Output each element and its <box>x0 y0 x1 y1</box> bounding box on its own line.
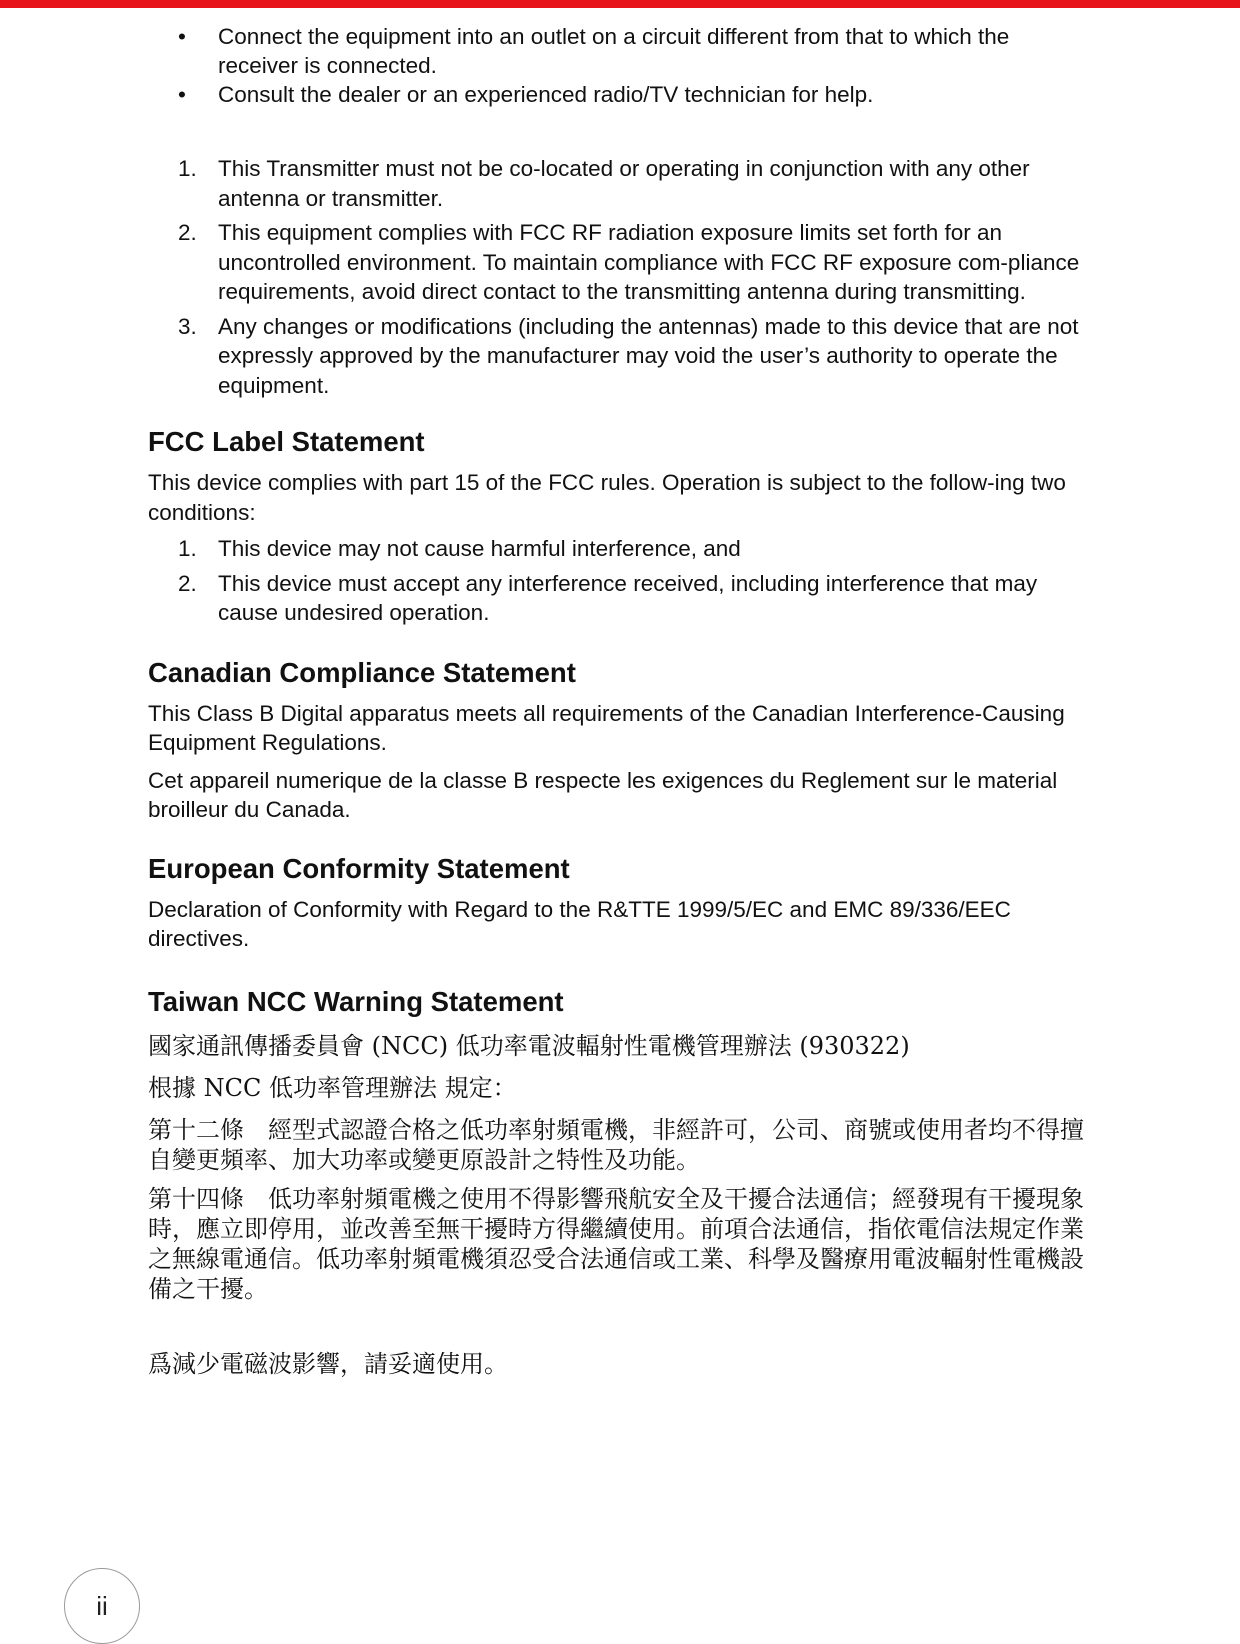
fcc-label-intro: This device complies with part 15 of the FCC rules. Operation is subject to the follow-ing two conditions: <box>148 470 1066 525</box>
list-item: 2. This equipment complies with FCC RF radiation exposure limits set forth for an uncontrolled environment. To maintain compliance with FCC RF exposure com-pliance requirements, avoid direct contact to the transmitting antenna during transmitting. <box>178 220 1080 304</box>
fcc-label-heading: FCC Label Statement <box>148 426 425 457</box>
list-item: 1. This Transmitter must not be co-located or operating in conjunction with any other antenna or transmitter. <box>178 156 1030 211</box>
taiwan-basis-line: 根據 NCC 低功率管理辦法 規定： <box>148 1073 517 1102</box>
document-body <box>148 22 1093 1379</box>
list-item: • Connect the equipment into an outlet on a circuit different from that to which the receiver is connected. <box>178 24 1010 78</box>
canadian-english-text: This Class B Digital apparatus meets all requirements of the Canadian Interference-Causing Equipment Regulations. <box>148 700 1065 755</box>
fcc-condition-list <box>148 534 1093 628</box>
european-text: Declaration of Conformity with Regard to the R&TTE 1999/5/EC and EMC 89/336/EEC directives. <box>148 896 1011 951</box>
fcc-remedy-list <box>148 22 1093 109</box>
page-number: ii <box>96 1591 108 1621</box>
european-heading: European Conformity Statement <box>148 852 570 884</box>
list-item: • Consult the dealer or an experienced radio/TV technician for help. <box>178 82 874 107</box>
taiwan-article-12: 第十二條 經型式認證合格之低功率射頻電機，非經許可，公司、商號或使用者均不得擅自變更頻率、加大功率或變更原設計之特性及功能。 <box>148 1115 1084 1174</box>
taiwan-title-line: 國家通訊傳播委員會 (NCC) 低功率電波輻射性電機管理辦法 (930322) <box>148 1031 910 1060</box>
canadian-heading: Canadian Compliance Statement <box>148 656 576 688</box>
list-item: 3. Any changes or modifications (including the antennas) made to this device that are not expressly approved by the manufacturer may void the user’s authority to operate the equipment. <box>178 313 1079 398</box>
fcc-caution-list <box>148 154 1093 400</box>
taiwan-heading: Taiwan NCC Warning Statement <box>148 985 564 1017</box>
canadian-french-text: Cet appareil numerique de la classe B respecte les exigences du Reglement sur le material broilleur du Canada. <box>148 767 1058 822</box>
taiwan-article-14: 第十四條 低功率射頻電機之使用不得影響飛航安全及干擾合法通信；經發現有干擾現象時，應立即停用，並改善至無干擾時方得繼續使用。前項合法通信，指依電信法規定作業之無線電通信。低功率射頻電機須忍受合法通信或工業、科學及醫療用電波輻射性電機設備之干擾。 <box>148 1184 1084 1303</box>
page-number-badge <box>64 1568 140 1644</box>
taiwan-closing-line: 爲減少電磁波影響，請妥適使用。 <box>148 1349 508 1378</box>
top-accent-bar <box>0 0 1240 8</box>
list-item: 2. This device must accept any interference received, including interference that may cause undesired operation. <box>178 570 1038 625</box>
list-item: 1. This device may not cause harmful interference, and <box>178 536 741 561</box>
